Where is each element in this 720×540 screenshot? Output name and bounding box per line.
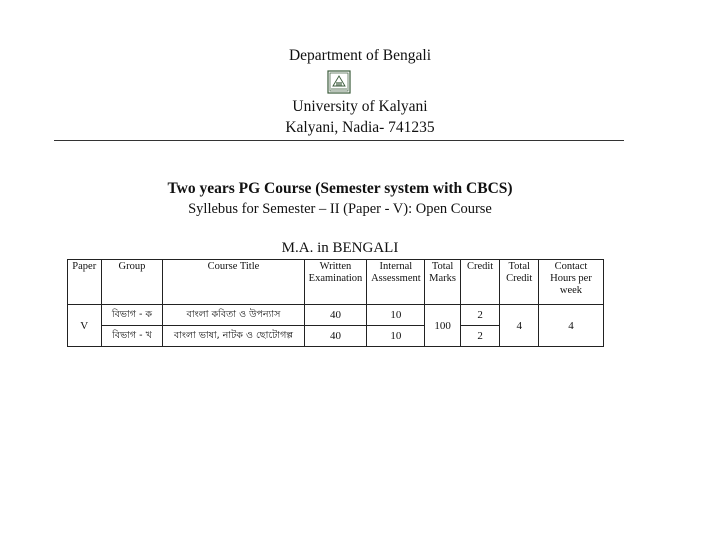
total-credit-cell: 4 <box>500 305 539 347</box>
header-divider <box>54 140 624 141</box>
syllabus-table <box>67 259 604 347</box>
contact-hours-cell: 4 <box>538 305 603 347</box>
university-address: Kalyani, Nadia- 741235 <box>285 119 435 136</box>
paper-cell: V <box>68 305 102 347</box>
header-contact-hours: Contact Hours per week <box>538 260 603 305</box>
course-title-cell: বাংলা কবিতা ও উপন্যাস <box>163 305 304 326</box>
header-internal: Internal Assessment <box>367 260 425 305</box>
course-title-cell: বাংলা ভাষা, নাটক ও ছোটোগল্প <box>163 326 304 347</box>
header-course-title: Course Title <box>163 260 304 305</box>
header-total-credit: Total Credit <box>500 260 539 305</box>
group-cell: বিভাগ - ক <box>101 305 163 326</box>
header-group: Group <box>101 260 163 305</box>
department-name: Department of Bengali <box>288 47 432 64</box>
header-total-marks: Total Marks <box>425 260 461 305</box>
total-marks-cell: 100 <box>425 305 461 347</box>
university-name: University of Kalyani <box>292 98 428 115</box>
header-paper: Paper <box>68 260 102 305</box>
table-row <box>68 305 604 326</box>
degree-title: M.A. in BENGALI <box>281 240 399 256</box>
course-subtitle: Syllebus for Semester – II (Paper - V): Open Course <box>188 201 492 217</box>
written-cell: 40 <box>304 326 367 347</box>
university-seal-icon <box>327 70 351 94</box>
written-cell: 40 <box>304 305 367 326</box>
header-written: Written Examination <box>304 260 367 305</box>
course-title: Two years PG Course (Semester system with CBCS) <box>167 180 513 197</box>
group-cell: বিভাগ - খ <box>101 326 163 347</box>
credit-cell: 2 <box>460 305 500 326</box>
table-header-row <box>68 260 604 305</box>
internal-cell: 10 <box>367 305 425 326</box>
internal-cell: 10 <box>367 326 425 347</box>
credit-cell: 2 <box>460 326 500 347</box>
header-credit: Credit <box>460 260 500 305</box>
